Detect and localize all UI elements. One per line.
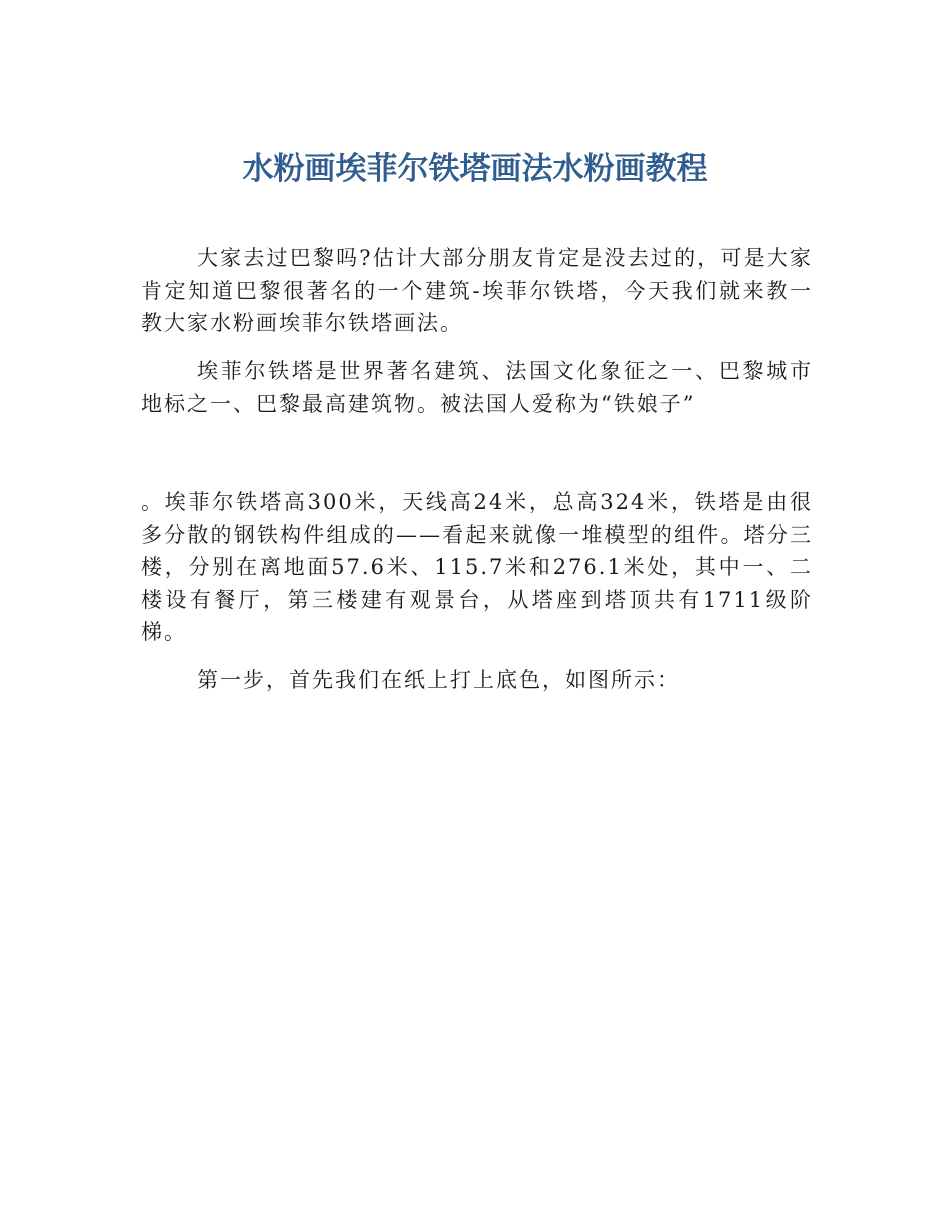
paragraph-eiffel-description: 埃菲尔铁塔是世界著名建筑、法国文化象征之一、巴黎城市地标之一、巴黎最高建筑物。被法国人爱称为“铁娘子” bbox=[141, 359, 813, 416]
paragraph-intro: 大家去过巴黎吗?估计大部分朋友肯定是没去过的，可是大家肯定知道巴黎很著名的一个建筑-埃菲尔铁塔，今天我们就来教一教大家水粉画埃菲尔铁塔画法。 bbox=[141, 246, 813, 335]
paragraph-eiffel-facts: 。埃菲尔铁塔高300米，天线高24米，总高324米，铁塔是由很多分散的钢铁构件组成的——看起来就像一堆模型的组件。塔分三楼，分别在离地面57.6米、115.7米和276.1米处，其中一、二楼设有餐厅，第三楼建有观景台，从塔座到塔顶共有1711级阶梯。 bbox=[141, 490, 813, 644]
document-title: 水粉画埃菲尔铁塔画法水粉画教程 bbox=[242, 151, 708, 187]
paragraph-step-one: 第一步，首先我们在纸上打上底色，如图所示： bbox=[197, 668, 680, 692]
